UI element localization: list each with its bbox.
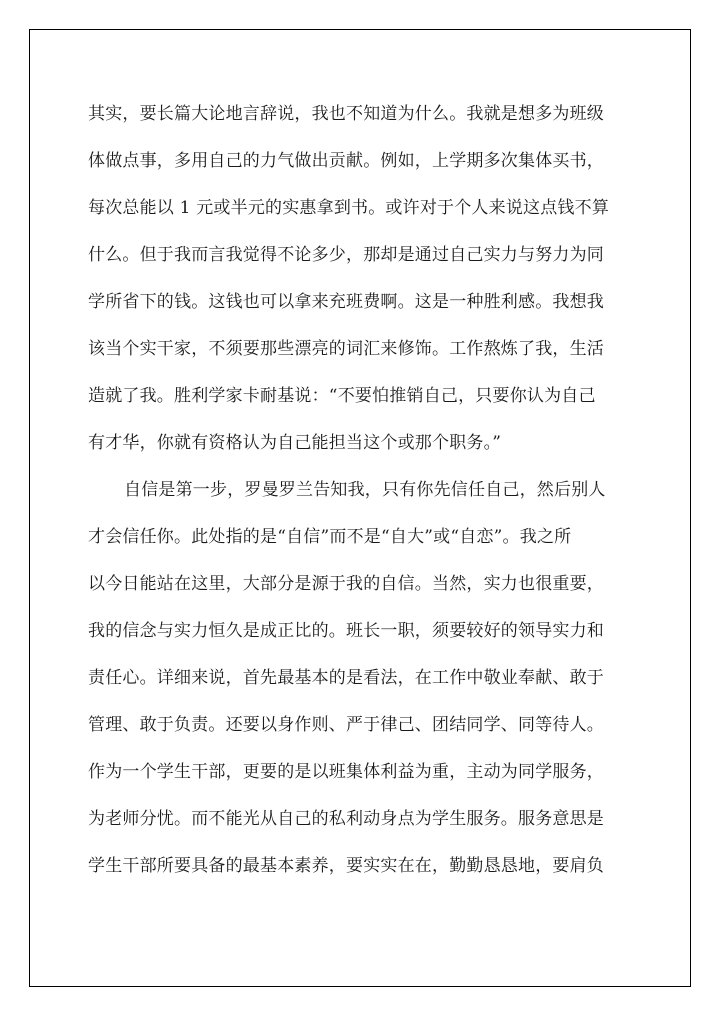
text-line: 造就了我。胜利学家卡耐基说：“不要怕推销自己，只要你认为自己 — [88, 386, 596, 406]
text-line: 学生干部所要具备的最基本素养，要实实在在，勤勤恳恳地，要肩负 — [88, 856, 604, 876]
text-line: 该当个实干家，不须要那些漂亮的词汇来修饰。工作熬炼了我，生活 — [88, 339, 604, 359]
paragraph-first-line: 自信是第一步，罗曼罗兰告知我，只有你先信任自己，然后别人 — [124, 480, 606, 500]
text-line: 我的信念与实力恒久是成正比的。班长一职，须要较好的领导实力和 — [88, 621, 604, 641]
text-line: 学所省下的钱。这钱也可以拿来充班费啊。这是一种胜利感。我想我 — [88, 292, 604, 312]
text-line: 每次总能以 1 元或半元的实惠拿到书。或许对于个人来说这点钱不算 — [88, 198, 610, 218]
text-line: 责任心。详细来说，首先最基本的是看法，在工作中敬业奉献、敢于 — [88, 668, 604, 688]
text-line: 才会信任你。此处指的是“自信”而不是“自大”或“自恋”。我之所 — [88, 527, 572, 547]
text-line: 有才华，你就有资格认为自己能担当这个或那个职务。” — [88, 433, 502, 453]
text-line: 管理、敢于负责。还要以身作则、严于律己、团结同学、同等待人。 — [88, 715, 604, 735]
text-line: 其实，要长篇大论地言辞说，我也不知道为什么。我就是想多为班级 — [88, 104, 604, 124]
text-line: 为老师分忧。而不能光从自己的私利动身点为学生服务。服务意思是 — [88, 809, 604, 829]
text-line: 体做点事，多用自己的力气做出贡献。例如，上学期多次集体买书， — [88, 151, 604, 171]
text-line: 以今日能站在这里，大部分是源于我的自信。当然，实力也很重要， — [88, 574, 604, 594]
text-line: 作为一个学生干部，更要的是以班集体利益为重，主动为同学服务， — [88, 762, 604, 782]
text-line: 什么。但于我而言我觉得不论多少，那却是通过自己实力与努力为同 — [88, 245, 604, 265]
